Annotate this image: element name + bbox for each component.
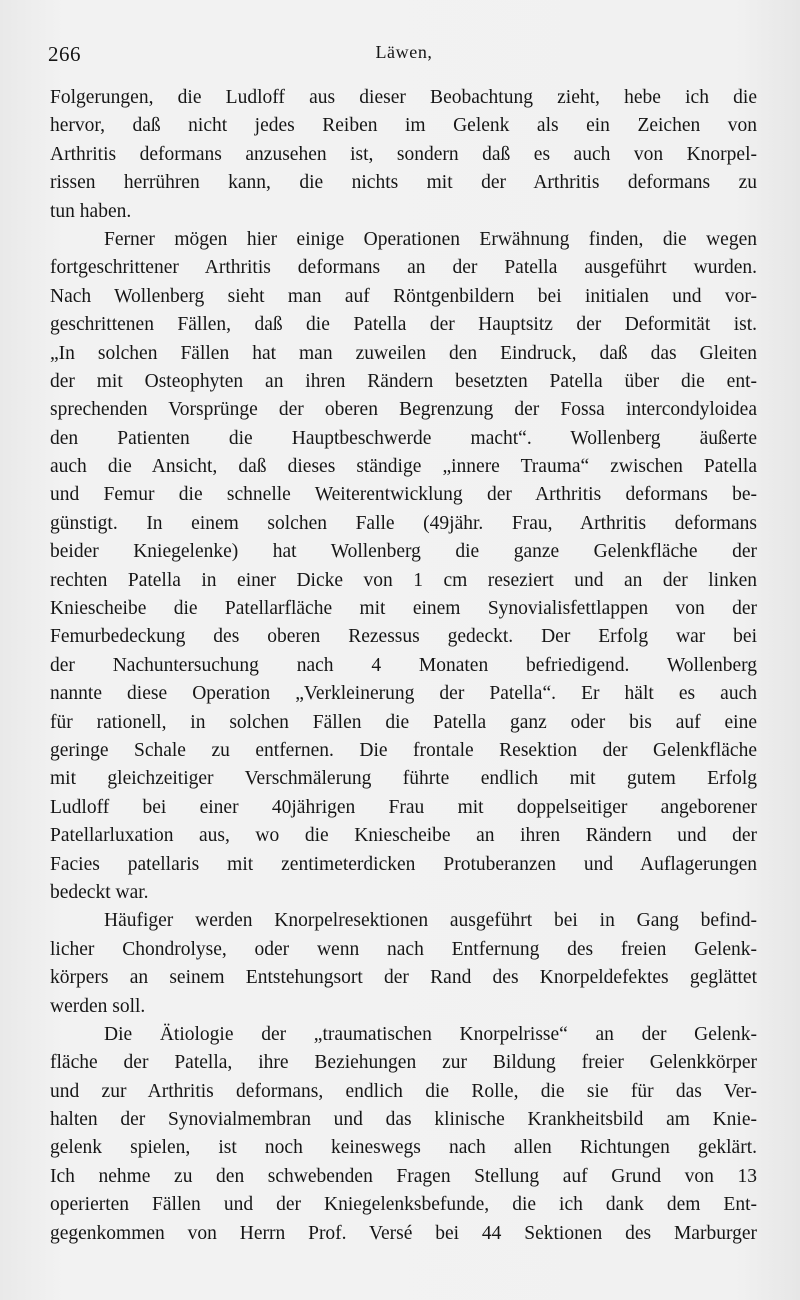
text-line: für rationell, in solchen Fällen die Patella ganz oder bis auf eine bbox=[50, 711, 757, 733]
text-line: beider Kniegelenke) hat Wollenberg die ganze Gelenkfläche der bbox=[50, 541, 757, 563]
text-line: Nach Wollenberg sieht man auf Röntgenbildern bei initialen und vor- bbox=[50, 285, 757, 307]
text-line: fläche der Patella, ihre Beziehungen zur Bildung freier Gelenkkörper bbox=[50, 1052, 757, 1074]
page-number: 266 bbox=[48, 42, 81, 66]
text-line: sprechenden Vorsprünge der oberen Begrenzung der Fossa intercondyloidea bbox=[50, 399, 757, 421]
text-line: geringe Schale zu entfernen. Die frontale Resektion der Gelenkfläche bbox=[50, 739, 757, 761]
text-line: tun haben. bbox=[50, 200, 132, 222]
text-line: rechten Patella in einer Dicke von 1 cm reseziert und an der linken bbox=[50, 569, 757, 591]
text-line: Häufiger werden Knorpelresektionen ausgeführt bei in Gang befind- bbox=[104, 910, 757, 932]
text-line: Die Ätiologie der „traumatischen Knorpelrisse“ an der Gelenk- bbox=[104, 1023, 757, 1045]
text-line: und Femur die schnelle Weiterentwicklung der Arthritis deformans be- bbox=[50, 484, 757, 506]
text-line: fortgeschrittener Arthritis deformans an der Patella ausgeführt wurden. bbox=[50, 257, 757, 279]
body-text bbox=[50, 84, 757, 1248]
text-line: Kniescheibe die Patellarfläche mit einem Synovialisfettlappen von der bbox=[50, 598, 757, 620]
text-line: Ich nehme zu den schwebenden Fragen Stellung auf Grund von 13 bbox=[50, 1165, 757, 1187]
text-line: Femurbedeckung des oberen Rezessus gedeckt. Der Erfolg war bei bbox=[50, 626, 757, 648]
text-line: der mit Osteophyten an ihren Rändern besetzten Patella über die ent- bbox=[50, 370, 757, 392]
text-line: „In solchen Fällen hat man zuweilen den Eindruck, daß das Gleiten bbox=[50, 342, 757, 364]
text-line: gegenkommen von Herrn Prof. Versé bei 44 Sektionen des Marburger bbox=[50, 1222, 757, 1244]
text-line: auch die Ansicht, daß dieses ständige „innere Trauma“ zwischen Patella bbox=[50, 456, 757, 478]
text-line: bedeckt war. bbox=[50, 881, 149, 903]
text-line: mit gleichzeitiger Verschmälerung führte endlich mit gutem Erfolg bbox=[50, 768, 757, 790]
text-line: hervor, daß nicht jedes Reiben im Gelenk als ein Zeichen von bbox=[50, 115, 757, 137]
text-line: Folgerungen, die Ludloff aus dieser Beobachtung zieht, hebe ich die bbox=[50, 87, 757, 108]
text-line: Ferner mögen hier einige Operationen Erwähnung finden, die wegen bbox=[104, 228, 757, 250]
text-line: der Nachuntersuchung nach 4 Monaten befriedigend. Wollenberg bbox=[50, 654, 757, 676]
text-line: gelenk spielen, ist noch keineswegs nach allen Richtungen geklärt. bbox=[50, 1137, 757, 1159]
text-line: geschrittenen Fällen, daß die Patella der Hauptsitz der Deformität ist. bbox=[50, 314, 757, 336]
text-line: halten der Synovialmembran und das klinische Krankheitsbild am Knie- bbox=[50, 1109, 757, 1131]
text-line: und zur Arthritis deformans, endlich die Rolle, die sie für das Ver- bbox=[50, 1080, 757, 1102]
text-line: licher Chondrolyse, oder wenn nach Entfernung des freien Gelenk- bbox=[50, 938, 757, 960]
text-line: werden soll. bbox=[50, 995, 146, 1017]
text-line: günstigt. In einem solchen Falle (49jähr. Frau, Arthritis deformans bbox=[50, 512, 757, 534]
text-line: Arthritis deformans anzusehen ist, sondern daß es auch von Knorpel- bbox=[50, 143, 757, 165]
text-line: rissen herrühren kann, die nichts mit der Arthritis deformans zu bbox=[50, 172, 757, 194]
text-line: körpers an seinem Entstehungsort der Rand des Knorpeldefektes geglättet bbox=[50, 967, 757, 989]
text-line: nannte diese Operation „Verkleinerung der Patella“. Er hält es auch bbox=[50, 683, 757, 705]
text-line: den Patienten die Hauptbeschwerde macht“. Wollenberg äußerte bbox=[50, 427, 757, 449]
text-line: operierten Fällen und der Kniegelenksbefunde, die ich dank dem Ent- bbox=[50, 1194, 757, 1216]
text-line: Patellarluxation aus, wo die Kniescheibe an ihren Rändern und der bbox=[50, 825, 757, 847]
text-line: Ludloff bei einer 40jährigen Frau mit doppelseitiger angeborener bbox=[50, 796, 757, 818]
text-line: Facies patellaris mit zentimeterdicken Protuberanzen und Auflagerungen bbox=[50, 853, 757, 875]
running-head: Läwen, bbox=[375, 42, 433, 62]
page-header bbox=[48, 42, 760, 72]
